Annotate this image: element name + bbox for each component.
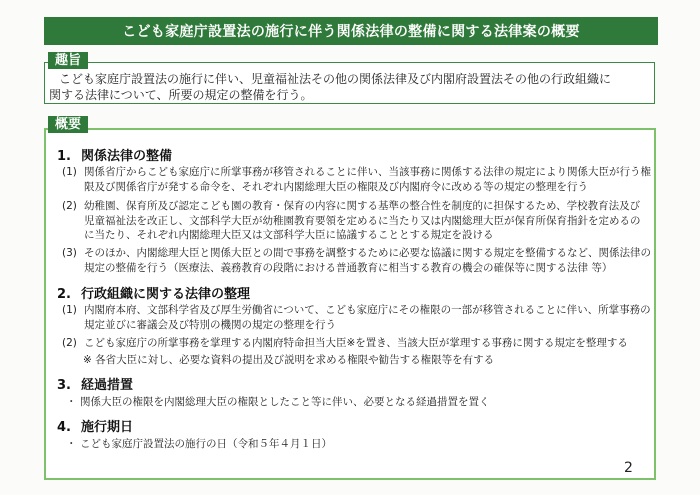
section-title: 行政組織に関する法律の整理	[81, 287, 251, 302]
bullet-dot: ・	[66, 396, 77, 408]
page-title: こども家庭庁設置法の施行に伴う関係法律の整備に関する法律案の概要	[44, 17, 658, 45]
section-title: 施行期日	[81, 420, 134, 435]
section-number: 1.	[57, 149, 71, 164]
section-1-item-2	[62, 199, 641, 243]
section-4-bullet	[66, 436, 332, 451]
item-line: に当たり、それぞれ内閣総理大臣又は文部科学大臣に協議することとする規定を設ける	[84, 229, 494, 241]
section-title: 経過措置	[81, 378, 134, 393]
section-number: 4.	[57, 420, 71, 435]
section-number: 2.	[57, 287, 71, 302]
section-2-item-1	[62, 303, 651, 332]
section-1-item-3	[62, 246, 651, 275]
section-1-heading	[57, 145, 172, 164]
item-number: (1)	[62, 166, 77, 178]
purpose-line-1: こども家庭庁設置法の施行に伴い、児童福祉法その他の関係法律及び内閣府設置法その他の行政組織に	[59, 72, 612, 86]
purpose-line-2: 関する法律について、所要の規定の整備を行う。	[49, 88, 313, 102]
item-number: (2)	[62, 200, 77, 212]
section-2-note: ※ 各省大臣に対し、必要な資料の提出及び説明を求める権限や勧告する権限等を有する	[83, 354, 495, 366]
item-number: (3)	[62, 247, 77, 259]
purpose-tag: 趣旨	[48, 52, 88, 69]
section-2-item-2	[62, 336, 628, 351]
item-line: 幼稚園、保育所及び認定こども園の教育・保育の内容に関する基準の整合性を制度的に担保するため、学校教育法及び	[84, 200, 641, 212]
section-2-heading	[57, 283, 250, 302]
item-line: そのほか、内閣総理大臣と関係大臣との間で事務を調整するために必要な協議に関する規定を整備するなど、関係法律の	[84, 247, 651, 259]
section-3-bullet	[66, 394, 490, 409]
section-title: 関係法律の整備	[81, 149, 173, 164]
overview-tag: 概要	[48, 116, 88, 133]
page-number: 2	[624, 460, 633, 476]
item-line: 関係省庁からこども家庭庁に所掌事務が移管されることに伴い、当該事務に関係する法律の規定により関係大臣が行う権	[84, 166, 651, 178]
item-line: 児童福祉法を改正し、文部科学大臣が幼稚園教育要領を定めるに当たり又は内閣総理大臣が保育所保育指針を定めるの	[84, 214, 641, 227]
section-4-heading	[57, 416, 133, 435]
item-line: こども家庭庁の所掌事務を掌理する内閣府特命担当大臣※を置き、当該大臣が掌理する事務に関する規定を整理する	[84, 337, 628, 349]
bullet-text: こども家庭庁設置法の施行の日（令和５年４月１日）	[80, 438, 332, 450]
bullet-text: 関係大臣の権限を内閣総理大臣の権限としたこと等に伴い、必要となる経過措置を置く	[80, 396, 490, 408]
section-3-heading	[57, 374, 133, 393]
item-line: 規定並びに審議会及び特別の機関の規定の整理を行う	[84, 318, 336, 331]
item-line: 限及び関係省庁が発する命令を、それぞれ内閣総理大臣の権限及び内閣府令に改める等の規定の整理を行う	[84, 180, 588, 193]
section-1-item-1	[62, 165, 651, 194]
item-line: 内閣府本府、文部科学省及び厚生労働省について、こども家庭庁にその権限の一部が移管されることに伴い、所掌事務の	[84, 304, 651, 316]
item-number: (2)	[62, 337, 77, 349]
item-number: (1)	[62, 304, 77, 316]
section-number: 3.	[57, 378, 71, 393]
item-line: 規定の整備を行う（医療法、義務教育の段階における普通教育に相当する教育の機会の確保等に関する法律 等）	[84, 261, 613, 274]
purpose-box	[44, 62, 655, 104]
bullet-dot: ・	[66, 438, 77, 450]
